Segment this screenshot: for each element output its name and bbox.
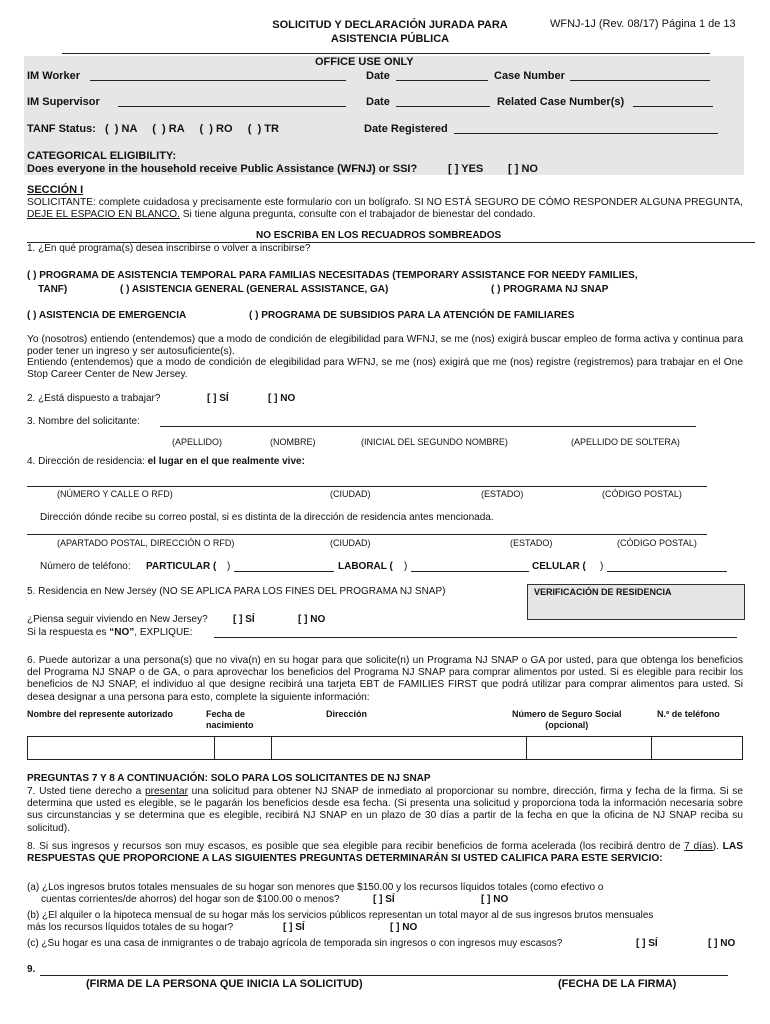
header-divider bbox=[62, 53, 710, 54]
q5-piensa: ¿Piensa seguir viviendo en New Jersey? bbox=[27, 614, 208, 625]
q5-si-checkbox[interactable]: [ ] SÍ bbox=[233, 614, 255, 625]
qb-line2: más los recursos líquidos totales de su hogar? bbox=[27, 922, 234, 933]
label-ciudad: (CIUDAD) bbox=[330, 489, 371, 499]
col-fecha-1: Fecha de bbox=[206, 709, 246, 719]
label-numero-calle: (NÚMERO Y CALLE O RFD) bbox=[57, 489, 173, 499]
signature-label: (FIRMA DE LA PERSONA QUE INICIA LA SOLICITUD) bbox=[86, 978, 363, 990]
label-apellido: (APELLIDO) bbox=[172, 437, 223, 447]
program-emergency-checkbox[interactable]: ( ) ASISTENCIA DE EMERGENCIA bbox=[27, 310, 187, 321]
program-ga-checkbox[interactable]: ( ) ASISTENCIA GENERAL (GENERAL ASSISTANCE, GA) bbox=[120, 284, 389, 295]
q8-mid: ). bbox=[712, 841, 723, 852]
instructions-text-end: Si tiene alguna pregunta, consulte con el trabajador de bienestar del condado. bbox=[179, 209, 536, 221]
applicant-name-field[interactable] bbox=[160, 426, 696, 427]
im-supervisor-label: IM Supervisor bbox=[27, 96, 100, 108]
label-codigo-postal: (CÓDIGO POSTAL) bbox=[602, 489, 682, 499]
qb-si-checkbox[interactable]: [ ] SÍ bbox=[283, 922, 305, 933]
program-subsidios-checkbox[interactable]: ( ) PROGRAMA DE SUBSIDIOS PARA LA ATENCIÓN DE FAMILIARES bbox=[249, 310, 575, 321]
phone-laboral-label: LABORAL ( bbox=[338, 561, 393, 572]
phone-label: Número de teléfono: bbox=[40, 561, 131, 572]
q2-text: 2. ¿Está dispuesto a trabajar? bbox=[27, 393, 161, 404]
date2-label: Date bbox=[366, 96, 390, 108]
section-instructions bbox=[27, 197, 743, 221]
explique-no: “NO” bbox=[109, 627, 135, 638]
postal-address-field[interactable] bbox=[27, 534, 707, 535]
phone-celular-field[interactable] bbox=[607, 571, 727, 572]
col-nombre: Nombre del represente autorizado bbox=[27, 709, 174, 719]
qa-line2: cuentas corrientes/de ahorros) del hogar son de $100.00 o menos? bbox=[41, 894, 340, 905]
rep-ss-cell[interactable] bbox=[527, 737, 652, 760]
q9-num: 9. bbox=[27, 964, 36, 975]
related-case-label: Related Case Number(s) bbox=[497, 96, 625, 108]
paren-3: ) bbox=[600, 561, 604, 572]
categorical-title: CATEGORICAL ELIGIBILITY: bbox=[27, 150, 177, 162]
label-ciudad-2: (CIUDAD) bbox=[330, 538, 371, 548]
case-number-label: Case Number bbox=[494, 70, 565, 82]
col-ss-1: Número de Seguro Social bbox=[512, 709, 622, 719]
q5-explique bbox=[27, 627, 193, 638]
qc-no-checkbox[interactable]: [ ] NO bbox=[708, 938, 736, 949]
q8-bold: LAS RESPUESTAS QUE PROPORCIONE A LAS SIGUIENTES PREGUNTAS DETERMINARÁN SI USTED CALIFICA PARA ESTE SERVICIO: bbox=[27, 841, 743, 865]
qb-line1: (b) ¿El alquiler o la hipoteca mensual de su hogar más los servicios públicos representan un total mayor al de sus ingresos brutos mensuales bbox=[27, 910, 654, 921]
no-escriba-notice: NO ESCRIBA EN LOS RECUADROS SOMBREADOS bbox=[256, 230, 502, 241]
date2-field[interactable] bbox=[396, 106, 490, 107]
categorical-yes-checkbox[interactable]: [ ] YES bbox=[448, 163, 484, 175]
date-registered-label: Date Registered bbox=[364, 123, 448, 135]
q2-no-checkbox[interactable]: [ ] NO bbox=[268, 393, 296, 404]
program-tanf-cont: TANF) bbox=[38, 284, 68, 295]
instructions-text: SOLICITANTE: complete cuidadosa y precisamente este formulario con un bolígrafo. SI NO ESTÁ SEGURO DE CÓMO RESPONDER ALGUNA PREGUNTA, bbox=[27, 197, 743, 208]
qa-no-checkbox[interactable]: [ ] NO bbox=[481, 894, 509, 905]
office-use-title: OFFICE USE ONLY bbox=[315, 56, 414, 68]
col-direccion: Dirección bbox=[326, 709, 368, 719]
date-registered-field[interactable] bbox=[454, 133, 718, 134]
q4-text bbox=[27, 456, 305, 467]
phone-laboral-field[interactable] bbox=[411, 571, 529, 572]
program-snap-checkbox[interactable]: ( ) PROGRAMA NJ SNAP bbox=[491, 284, 609, 295]
q8-underline: 7 días bbox=[684, 841, 713, 852]
q8-start: 8. Si sus ingresos y recursos son muy escasos, es posible que sea elegible para recibir beneficios de forma acelerada (los recibirá dentro de bbox=[27, 841, 685, 852]
tanf-status[interactable]: TANF Status: ( ) NA ( ) RA ( ) RO ( ) TR bbox=[27, 123, 279, 135]
rep-fecha-cell[interactable] bbox=[215, 737, 272, 760]
case-number-field[interactable] bbox=[570, 80, 710, 81]
qc-text: (c) ¿Su hogar es una casa de inmigrantes o de trabajo agrícola de temporada sin ingresos o con ingresos muy escasos? bbox=[27, 938, 563, 949]
q4-emphasis: el lugar en el que realmente vive: bbox=[147, 456, 305, 467]
categorical-question: Does everyone in the household receive Public Assistance (WFNJ) or SSI? bbox=[27, 163, 418, 175]
date1-label: Date bbox=[366, 70, 390, 82]
program-tanf-checkbox[interactable]: ( ) PROGRAMA DE ASISTENCIA TEMPORAL PARA FAMILIAS NECESITADAS (TEMPORARY ASSISTANCE FOR NEEDY FAMILIES, bbox=[27, 270, 638, 281]
q7-rest: una solicitud para obtener NJ SNAP de inmediato al proporcionar su nombre, dirección, firma y fecha de la firma. Si se determina que usted es elegible, se le pagarán los beneficios desde esa fecha. (Si presenta una solicitud y proporciona toda la información necesaria sobre sus circunstancias y se determina que es elegible, recibirá NJ SNAP en un plazo de 30 días a partir de la fecha en que la oficina de NJ SNAP reciba su solicitud). bbox=[27, 786, 743, 834]
qa-line1: (a) ¿Los ingresos brutos totales mensuales de su hogar son menores que $150.00 y los recursos líquidos totales (como efectivo o bbox=[27, 882, 604, 893]
label-inicial: (INICIAL DEL SEGUNDO NOMBRE) bbox=[361, 437, 508, 447]
postal-address-text: Dirección dónde recibe su correo postal, si es distinta de la dirección de residencia antes mencionada. bbox=[40, 512, 494, 523]
signature-field[interactable] bbox=[40, 975, 728, 976]
q8-text bbox=[27, 841, 743, 865]
phone-particular-label: PARTICULAR ( bbox=[146, 561, 217, 572]
paren-2: ) bbox=[404, 561, 408, 572]
q1-text: 1. ¿En qué programa(s) desea inscribirse o volver a inscribirse? bbox=[27, 243, 311, 254]
authorized-rep-table bbox=[27, 736, 743, 760]
col-telefono: N.º de teléfono bbox=[657, 709, 720, 719]
paren-1: ) bbox=[227, 561, 231, 572]
q2-si-checkbox[interactable]: [ ] SÍ bbox=[207, 393, 229, 404]
q4-label: 4. Dirección de residencia: bbox=[27, 456, 148, 467]
rep-direccion-cell[interactable] bbox=[272, 737, 527, 760]
label-apartado: (APARTADO POSTAL, DIRECCIÓN O RFD) bbox=[57, 538, 235, 548]
phone-particular-field[interactable] bbox=[234, 571, 334, 572]
im-worker-field[interactable] bbox=[90, 80, 346, 81]
explique-text: Si la respuesta es bbox=[27, 627, 110, 638]
col-ss-2: (opcional) bbox=[545, 720, 589, 730]
date1-field[interactable] bbox=[396, 80, 488, 81]
qb-no-checkbox[interactable]: [ ] NO bbox=[390, 922, 418, 933]
registration-condition-text: Entiendo (entendemos) que a modo de condición de elegibilidad para WFNJ, se me (nos) exigirá que me (nos) registre (registremos) para trabajar en el One Stop Career Center de New Jersey. bbox=[27, 357, 743, 380]
snap-title: PREGUNTAS 7 Y 8 A CONTINUACIÓN: SOLO PARA LOS SOLICITANTES DE NJ SNAP bbox=[27, 773, 431, 784]
label-codigo-postal-2: (CÓDIGO POSTAL) bbox=[617, 538, 697, 548]
residence-address-field[interactable] bbox=[27, 486, 707, 487]
rep-nombre-cell[interactable] bbox=[28, 737, 215, 760]
col-fecha bbox=[206, 709, 254, 731]
categorical-no-checkbox[interactable]: [ ] NO bbox=[508, 163, 538, 175]
table-row bbox=[28, 737, 743, 760]
col-fecha-2: nacimiento bbox=[206, 720, 254, 730]
q5-text: 5. Residencia en New Jersey (NO SE APLICA PARA LOS FINES DEL PROGRAMA NJ SNAP) bbox=[27, 586, 446, 597]
form-title-line2: ASISTENCIA PÚBLICA bbox=[330, 33, 450, 45]
explique-field[interactable] bbox=[214, 637, 737, 638]
phone-celular-label: CELULAR ( bbox=[532, 561, 586, 572]
q3-text: 3. Nombre del solicitante: bbox=[27, 416, 140, 427]
section-title: SECCIÓN I bbox=[27, 184, 84, 196]
signature-date-label: (FECHA DE LA FIRMA) bbox=[558, 978, 677, 990]
q7-start: 7. Usted tiene derecho a bbox=[27, 786, 145, 797]
q5-no-checkbox[interactable]: [ ] NO bbox=[298, 614, 326, 625]
instructions-emphasis: DEJE EL ESPACIO EN BLANCO. bbox=[27, 209, 180, 221]
label-estado-2: (ESTADO) bbox=[510, 538, 553, 548]
label-nombre: (NOMBRE) bbox=[270, 437, 316, 447]
q6-text: 6. Puede autorizar a una persona(s) que no viva(n) en su hogar para que solicite(n) un Programa NJ SNAP o GA por usted, para que obtenga los beneficios del Programa NJ SNAP o de GA, o para aprovechar los beneficios del Programa NJ SNAP para comprar alimentos por usted. Si es elegible para recibir los beneficios de NJ SNAP, el individuo al que designe recibirá una tarjeta EBT de FAMILIES FIRST que podrá utilizar para comprar alimentos para usted. Si desea designar a una persona para esto, complete la siguiente información: bbox=[27, 655, 743, 703]
q7-text bbox=[27, 786, 743, 835]
rep-telefono-cell[interactable] bbox=[652, 737, 743, 760]
qc-si-checkbox[interactable]: [ ] SÍ bbox=[636, 938, 658, 949]
q7-underline: presentar bbox=[144, 786, 188, 797]
related-case-field[interactable] bbox=[633, 106, 713, 107]
explique-end: , EXPLIQUE: bbox=[134, 627, 193, 638]
qa-si-checkbox[interactable]: [ ] SÍ bbox=[373, 894, 395, 905]
col-ss bbox=[512, 709, 622, 731]
form-title bbox=[240, 18, 540, 46]
verification-label: VERIFICACIÓN DE RESIDENCIA bbox=[534, 587, 672, 597]
label-apellido-soltera: (APELLIDO DE SOLTERA) bbox=[571, 437, 680, 447]
im-supervisor-field[interactable] bbox=[118, 106, 346, 107]
im-worker-label: IM Worker bbox=[27, 70, 80, 82]
form-id: WFNJ-1J (Rev. 08/17) Página 1 de 13 bbox=[550, 18, 736, 30]
label-estado: (ESTADO) bbox=[481, 489, 524, 499]
employment-condition-text: Yo (nosotros) entiendo (entendemos) que a modo de condición de elegibilidad para WFNJ, se me (nos) exigirá buscar empleo de forma activa y continua para poder tener un ingreso y ser autosuficiente(s). bbox=[27, 334, 743, 357]
form-title-line1: SOLICITUD Y DECLARACIÓN JURADA PARA bbox=[272, 19, 508, 31]
